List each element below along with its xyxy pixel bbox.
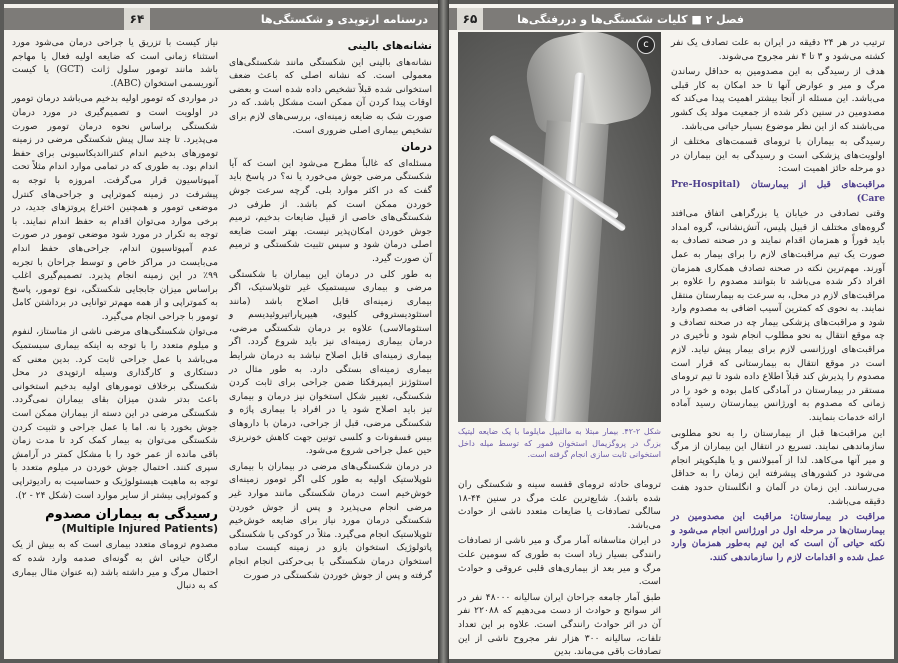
left-page-header-title: درسنامه ارتوپدی و شکستگی‌ها [260,13,428,26]
right-page-left-column [458,478,661,658]
section-title: رسیدگی به بیماران مصدوم [45,507,218,523]
xray-figure [458,32,661,422]
left-page-right-column [229,36,432,656]
left-page-left-column [12,36,218,656]
paragraph: ترومای حادثه ترومای قفسه سینه و شکستگی ران شده باشد). شایع‌ترین علت مرگ در سنین ۴۴-۱۸ سالگی تصادفات یا ضایعات متعدد ناشی از حوادث می‌باشد. [458,479,661,531]
right-page-right-column [671,36,885,656]
right-page-number: ۶۵ [457,8,483,30]
right-page-header [449,8,894,30]
right-page-header-title: فصل ۲ ■ کلیات شکستگی‌ها و دررفتگی‌ها [517,13,744,26]
paragraph: مسئله‌ای که غالباً مطرح می‌شود این است که آیا شکستگی مرضی جوش می‌خورد یا نه؟ در پاسخ باید گفت که در اکثر موارد بلی. گرچه سرعت جوش خوردن ممکن است کم باشد. از طرفی در شکستگی‌های خاصی از قبیل ضایعات بدخیم، ترمیم جوش خوردن امکان‌پذیر نیست. بهتر است ضایعه اصلی درمان شود و سپس تثبیت شکستگی و ترمیم آن صورت گیرد. [229,157,432,264]
left-page [4,4,438,659]
paragraph: به طور کلی در درمان این بیماران با شکستگی مرضی و بیماری سیستمیک غیر تئوپلاستیک، اگر بیماری زمینه‌ای قابل اصلاح باشد (مانند استئودیستروفی کلیوی، هیپرپاراتیروئیدیسم و استئومالاسی) علاوه بر درمان شکستگی مرضی، درمان بیماری زمینه‌ای نیز باید شروع گردد. اگر بیماری زمینه‌ای قابل اصلاح نباشد به درمان شرایط بیماری زمینه‌ای بستگی دارد. به طور مثال در استئوژنز ایمپرفکتا ضمن جراحی برای ثابت کردن شکستگی، تغییر شکل استخوان نیز درمان و بیماری تیز باید اصلاح شود یا در افراد با بیماری پاژه و شکستگی مرضی، قبل از جراحی، درمان با داروهای بیس فسفونات و کلسی تونین جهت کاهش خونریزی حین عمل جراحی شروع می‌شود. [229,268,432,457]
right-page [449,4,894,659]
english-subtitle: (Multiple Injured Patients) [61,522,218,535]
paragraph: نیاز کیست با تزریق یا جراحی درمان می‌شود مورد استثناء زمانی است که ضایعه اولیه فعال یا مهاجم باشد مانند تومور سلول ژانت (GCT) یا کیست آنوریسمی استخوان (ABC). [12,37,218,89]
bullet-item: مراقبت در بیمارستان: مراقبت این مصدومین در بیمارستان‌ها در مرحله اول در اورژانس انجام می‌شود و نکته حیاتی آن است که این تیم به‌طور همزمان وارد عمل شده و اقدامات لازم را سازماندهی کنند. [671,511,885,563]
paragraph: هدف از رسیدگی به این مصدومین به حداقل رساندن مرگ و میر و عوارض آنها تا حد امکان به کار قبلی می‌باشد. این مسئله از آنجا بیشتر اهمیت پیدا می‌کند که مصدومین در سنین ذکر شده از جمعیت مولد یک کشور می‌باشند که از این نظر موضوع بسیار حیاتی می‌باشد. [671,66,885,132]
paragraph: در ایران متاسفانه آمار مرگ و میر ناشی از تصادفات رانندگی بسیار زیاد است به طوری که سومین علت مرگ و میر بعد از بیماری‌های قلبی عروقی و حوادث است. [458,535,661,588]
paragraph: مصدوم ترومای متعدد بیماری است که به بیش از یک ارگان حیاتی اش به گونه‌ای صدمه وارد شده که احتمال مرگ و میر داشته باشد (به عنوان مثال بیماری که به دنبال [12,539,218,592]
paragraph: در درمان شکستگی‌های مرضی در بیماران با بیماری نئوپلاستیک اولیه به طور کلی اگر تومور زمینه‌ای خوش‌خیم است درمان شکستگی مانند موارد غیر مرضی انجام می‌پذیرد و پس از جوش خوردن شکستگی درمان مورد نیاز برای ضایعه خوش‌خیم تئوپلاستیک انجام می‌گیرد. مثلاً در کودکی با شکستگی پاتولوژیک استخوان بازو در زمینه کیست ساده استخوان درمان شکستگی با بی‌حرکتی انجام انجام گرفته و پس از جوش خوردن شکستگی در صورت [229,460,432,581]
book-spine [438,0,449,663]
left-page-header [4,8,438,30]
paragraph: این مراقبت‌ها قبل از بیمارستان را به نحو مطلوبی سازماندهی نمایند. تسریع در انتقال این بیماران از مرگ و میر آنها می‌کاهد. لذا از آمبولانس و یا هلیکوپتر انجام می‌شود در کشورهای پیشرفته این زمان را به حداقل می‌رسانند. این زمان در آلمان و انگلستان حدود هفت دقیقه می‌باشد. [671,427,885,507]
bullet-item: مراقبت‌های قبل از بیمارستان (Pre-Hospital Care) [671,178,885,204]
paragraph: رسیدگی به بیماران با ترومای قسمت‌های مختلف از اولویت‌های پزشکی است و رسیدگی به این بیماران در دو مرحله حائز اهمیت است: [671,136,885,175]
paragraph: ترتیب در هر ۲۴ دقیقه در ایران به علت تصادف یک نفر کشته می‌شود و ۳ تا ۴ نفر مجروح می‌شوند. [671,37,885,62]
figure-marker: c [637,36,655,54]
left-page-number: ۶۴ [124,8,150,30]
paragraph: طبق آمار جامعه جراحان ایران سالیانه ۴۸۰۰۰ نفر در اثر سوانح و حوادث از دست می‌دهیم که ۲۲۰۸۸ نفر آن در اثر حوادث رانندگی است. علاوه بر این تعداد تلفات، سالیانه ۳۰۰ هزار نفر مجروح ناشی از این تصادفات باقی می‌ماند. بدین [458,591,662,658]
paragraph: وقتی تصادفی در خیابان یا بزرگراهی اتفاق می‌افتد گروه‌های مختلف از قبیل پلیس، آتش‌نشانی، گروه امداد باید فوراً و همزمان اقدام نمایند و در صحنه تصادف به صورت یک تیم مراقبت‌های لازم را برای بیمار به عمل آورند. مهم‌ترین نکته در صحنه تصادف همکاری همزمان افراد ذکر شده می‌باشد تا بتوانند مصدوم را علاوه بر مراقبت‌های لازم در محل، به سرعت به بیمارستان منتقل نمایند. به نحوی که کمترین آسیب اضافی به مصدوم وارد شود و مراقبت‌های پزشکی بیمار چه در صحنه تصادف و چه موقع انتقال به نحو مطلوب انجام شود و تأخیری در مراقبت‌های اورژانسی لازم برای بیمار پیش نیاید. لازم است در موقع انتقال به بیمارستانی که قرار است مصدوم را پذیرش کند قبلاً اطلاع داده شود تا تیم ترومای مستقر در بیمارستان در آمادگی کامل بوده و خود را در زمانی که مصدوم به اورژانس بیمارستان رسید آماده ارائه خدمات بنمایند. [671,208,885,424]
paragraph: نشانه‌های بالینی این شکستگی مانند شکستگی‌های معمولی است. که نشانه اصلی که باعث ضعف استخوانی شده قبلاً تشخیص داده شده است و بعضی اوقات پیدا کردن آن ممکن است مشکل باشد. که در صورت شک به ضایعه زمینه‌ای، بررسی‌های لازم برای تشخیص بیماری اصلی ضروری است. [229,56,432,136]
section-heading: نشانه‌های بالینی [347,40,432,52]
paragraph: می‌توان شکستگی‌های مرضی ناشی از متاستاز، لنفوم و میلوم متعدد را با توجه به اینکه بیماری سیستمیک می‌باشد با عمل جراحی ثابت کرد. بدین معنی که دستکاری و کارگذاری وسیله ارتوپدی در محل شکستگی برخلاف تومورهای اولیه بدخیم استخوانی باعث بدتر شدن میزان بقای بیماران نمی‌گردد. شکستگی مرضی در این دسته از بیماران ممکن است جوش بخورد یا نه. اما با عمل جراحی و تثبیت کردن شکستگی می‌توان به بیمار کمک کرد تا مدت زمان باقی مانده از عمر خود را با مشکل کمتر در آرامش سپری کنند. احتمال جوش خوردن در میلوم متعدد با توجه به ماهیت هیستولوژیک و حساسیت به رادیوتراپی و کموتراپی بیشتر از سایر موارد است (شکل ۲۴ - ۲). [12,326,218,501]
section-heading: درمان [401,141,432,154]
paragraph: در مواردی که تومور اولیه بدخیم می‌باشد درمان تومور در اولویت است و تصمیم‌گیری در مورد درمان شکستگی براساس نحوه درمان تومور صورت می‌پذیرد. تا چند سال پیش شکستگی مرضی در زمینه تومورهای بدخیم اندام کنترااندیکاسیونی برای حفظ اندام بود. به طوری که در تمامی موارد اندام مثلاً تحت آمپوتاسیون قرار می‌گرفت. امروزه با توجه به پیشرفت در زمینه کموتراپی و جراحی‌های کنترل موضعی تومور و همچنین اختراع پروتزهای جدید، در برخی موارد می‌توان اقدام به حفظ اندام نمایند. با توجه به تکرار در مورد شود موضعی تومور در صورت عدم آمپوتاسیون اندام، جراحی‌های حفظ اندام می‌بایست در مراکز خاص و توسط جراحان با تجربه ۹۹٪ در این زمینه انجام پذیرد. تصمیم‌گیری اغلب براساس میزان جابجایی شکستگی، نوع تومور، پاسخ به کموتراپی و از همه مهم‌تر توانایی در برداشتن کامل تومور با جراحی انجام می‌گیرد. [12,93,218,322]
figure-caption: شکل ۲-۴۲. بیمار مبتلا به مالتیپل مایلوما با یک ضایعه لیتیک بزرگ در پروگزیمال استخوان فمور که توسط میله داخل استخوانی ثابت سازی انجام گرفته است. [458,427,661,459]
